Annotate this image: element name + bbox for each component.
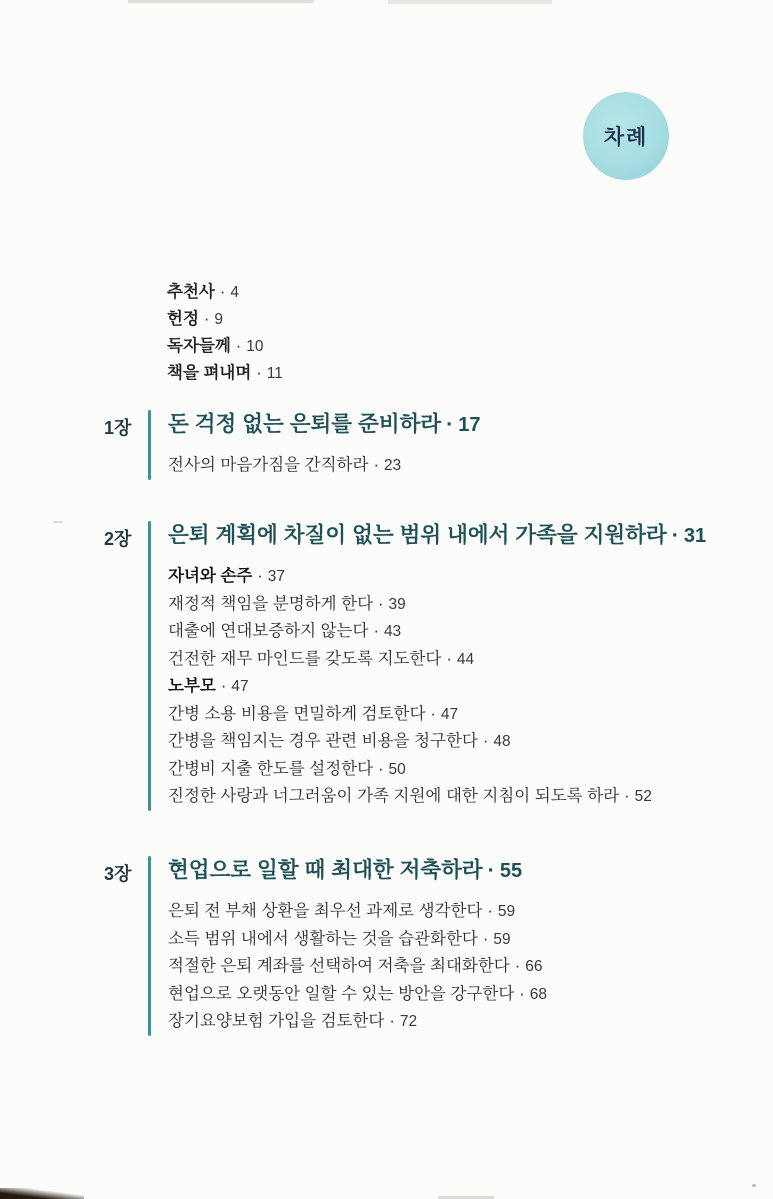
dot-separator: · [482,732,489,750]
chapter-items [168,898,753,1036]
toc-item-title: 은퇴 전 부채 상환을 최우선 과제로 생각한다 [168,902,483,920]
dot-separator: · [220,677,227,695]
toc-item-page-number: 59 [497,903,516,920]
toc-item-page-number: 37 [267,568,286,585]
chapter-accent-bar [148,521,151,811]
chapter-title-row [168,856,753,886]
front-matter-item-title: 추천사 [167,283,215,301]
chapter-page-number: 55 [499,860,523,882]
scan-artifact-bottom-left [0,1188,84,1199]
toc-item [168,756,753,784]
dot-separator: · [373,456,379,474]
toc-item [168,898,753,926]
front-matter-item [167,279,283,306]
toc-item-page-number: 59 [493,930,511,948]
front-matter-item-title: 헌정 [167,310,199,328]
toc-item-title: 전사의 마음가짐을 간직하라 [168,456,369,474]
toc-item-title: 자녀와 손주 [168,567,253,585]
front-matter-item-page-number: 10 [246,338,264,355]
toc-item-page-number: 68 [529,985,548,1003]
dot-separator: · [389,1012,395,1030]
dot-separator: · [256,364,262,382]
dot-separator: · [514,957,521,975]
toc-item-page-number: 52 [634,788,652,805]
chapter-number: 2장 [104,529,132,549]
front-matter-item-page-number: 9 [214,311,224,328]
toc-chapter-block [104,521,753,811]
toc-item [168,953,753,981]
scan-artifact-top-dash [388,0,552,4]
toc-item-page-number: 72 [399,1013,418,1030]
toc-item-page-number: 66 [525,958,543,975]
toc-item-title: 진정한 사랑과 너그러움이 가족 지원에 대한 지침이 되도록 하라 [168,787,620,805]
dot-separator: · [430,704,436,723]
front-matter-item-page-number: 11 [266,365,283,382]
dot-separator: · [482,929,489,948]
scan-artifact-top-dash [128,0,314,3]
front-matter-item [167,333,283,360]
chapter-title: 현업으로 일할 때 최대한 저축하라 [168,858,483,882]
dot-separator: · [257,567,263,585]
scan-artifact-top-left [0,0,56,5]
dot-separator: · [446,649,452,668]
toc-item-page-number: 39 [388,595,406,613]
dot-separator: · [487,902,493,920]
toc-item [168,701,753,729]
chapter-title-row [168,521,753,551]
chapter-title: 은퇴 계획에 차질이 없는 범위 내에서 가족을 지원하라 [168,523,667,547]
front-matter-item-page-number: 4 [230,284,239,301]
toc-item [168,646,753,674]
dot-separator: · [378,759,384,778]
toc-item [168,673,753,701]
toc-item-title: 건전한 재무 마인드를 갖도록 지도한다 [168,649,442,668]
chapter-body [168,410,753,480]
dot-separator: · [446,412,454,436]
dot-separator: · [378,594,384,613]
front-matter-item-title: 책을 펴내며 [167,364,252,382]
toc-item-title: 간병비 지출 한도를 설정한다 [168,759,374,778]
toc-item [168,591,753,619]
front-matter-item [167,306,283,333]
dot-separator: · [671,523,679,547]
toc-item-page-number: 48 [493,733,511,750]
scan-artifact-dot [752,1184,756,1187]
toc-item [168,783,753,811]
chapter-title-row [168,410,753,440]
toc-item-title: 장기요양보험 가입을 검토한다 [168,1012,385,1030]
toc-item [168,981,753,1009]
front-matter-list [167,279,283,387]
toc-item [168,1008,753,1036]
chapter-page-number: 31 [683,525,707,547]
toc-item-title: 대출에 연대보증하지 않는다 [168,622,369,640]
chapter-number: 3장 [104,864,132,884]
chapter-number: 1장 [104,418,132,438]
toc-item-title: 적절한 은퇴 계좌를 선택하여 저축을 최대화한다 [168,957,510,975]
toc-chapter-block [104,856,753,1036]
dot-separator: · [373,622,379,640]
toc-item [168,618,753,646]
chapter-body [168,521,753,811]
dot-separator: · [235,337,242,355]
toc-item-page-number: 43 [383,623,402,640]
toc-badge [583,92,669,180]
toc-item-page-number: 47 [440,705,459,723]
dot-separator: · [219,283,226,301]
toc-chapter-block [104,410,753,480]
scan-artifact-side-dash [53,521,63,523]
toc-item [168,452,753,480]
toc-item-page-number: 47 [231,678,249,695]
toc-item-title: 소득 범위 내에서 생활하는 것을 습관화한다 [168,929,478,948]
chapter-page-number: 17 [458,414,481,436]
chapter-accent-bar [148,856,151,1036]
toc-item [168,563,753,591]
chapter-accent-bar [148,410,151,480]
dot-separator: · [487,858,495,882]
toc-badge-label: 차례 [603,126,649,149]
chapter-body [168,856,753,1036]
toc-item-title: 노부모 [168,677,216,695]
chapter-title: 돈 걱정 없는 은퇴를 준비하라 [168,412,442,436]
dot-separator: · [203,310,210,328]
toc-item-page-number: 23 [383,457,402,474]
dot-separator: · [519,984,525,1003]
chapter-items [168,452,753,480]
toc-item-title: 간병을 책임지는 경우 관련 비용을 청구한다 [168,732,478,750]
toc-item-title: 재정적 책임을 분명하게 한다 [168,594,374,613]
toc-item-title: 현업으로 오랫동안 일할 수 있는 방안을 강구한다 [168,984,515,1003]
toc-item [168,926,753,954]
toc-item [168,728,753,756]
front-matter-item-title: 독자들께 [167,337,231,355]
toc-item-title: 간병 소용 비용을 면밀하게 검토한다 [168,704,426,723]
front-matter-item [167,360,283,387]
chapter-items [168,563,753,811]
dot-separator: · [624,787,630,805]
toc-item-page-number: 50 [388,760,406,778]
toc-item-page-number: 44 [456,650,475,668]
